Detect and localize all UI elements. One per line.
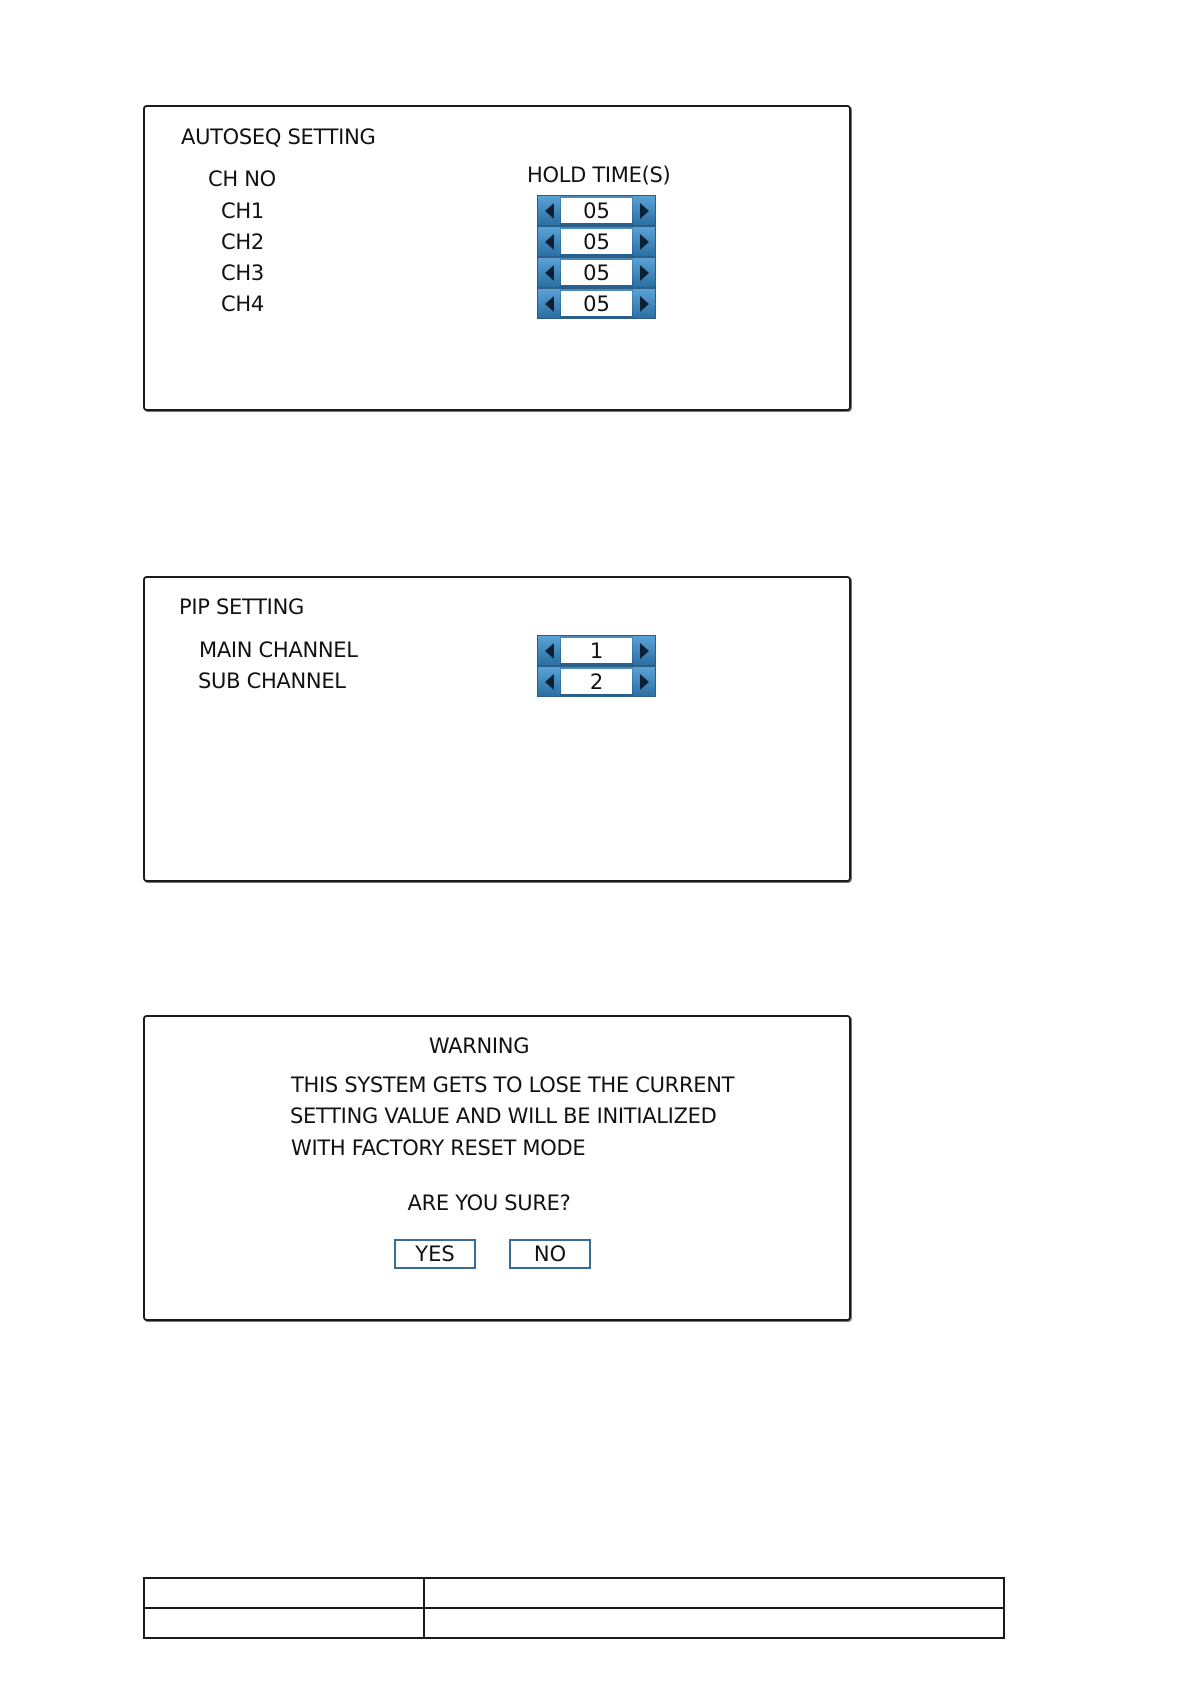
decrement-button[interactable] bbox=[538, 289, 560, 318]
warning-title: WARNING bbox=[428, 1034, 530, 1058]
yes-button[interactable]: YES bbox=[394, 1239, 476, 1269]
hold-time-value: 05 bbox=[561, 291, 632, 316]
warning-message-line2: SETTING VALUE AND WILL BE INITIALIZED bbox=[290, 1104, 717, 1128]
table-row bbox=[144, 1578, 1004, 1608]
warning-dialog bbox=[143, 1015, 851, 1321]
arrow-left-icon bbox=[545, 296, 554, 312]
confirm-question: ARE YOU SURE? bbox=[407, 1191, 571, 1215]
main-channel-value: 1 bbox=[561, 638, 632, 663]
warning-message-line1: THIS SYSTEM GETS TO LOSE THE CURRENT bbox=[291, 1073, 735, 1097]
pip-setting-panel bbox=[143, 576, 851, 882]
decrement-button[interactable] bbox=[538, 667, 560, 696]
arrow-right-icon bbox=[640, 203, 649, 219]
increment-button[interactable] bbox=[633, 667, 655, 696]
arrow-right-icon bbox=[640, 674, 649, 690]
increment-button[interactable] bbox=[633, 636, 655, 665]
table-row bbox=[144, 1608, 1004, 1638]
arrow-right-icon bbox=[640, 234, 649, 250]
table-cell bbox=[424, 1578, 1004, 1608]
arrow-left-icon bbox=[545, 203, 554, 219]
confirm-question-row bbox=[145, 1190, 849, 1216]
channel-label-ch4: CH4 bbox=[221, 292, 264, 316]
no-button[interactable]: NO bbox=[509, 1239, 591, 1269]
increment-button[interactable] bbox=[633, 289, 655, 318]
arrow-left-icon bbox=[545, 234, 554, 250]
increment-button[interactable] bbox=[633, 196, 655, 225]
decrement-button[interactable] bbox=[538, 196, 560, 225]
panel-title: PIP SETTING bbox=[179, 595, 304, 619]
hold-time-spinner-ch1 bbox=[537, 195, 656, 226]
decrement-button[interactable] bbox=[538, 227, 560, 256]
column-header-hold-time: HOLD TIME(S) bbox=[527, 163, 671, 187]
hold-time-value: 05 bbox=[561, 260, 632, 285]
sub-channel-label: SUB CHANNEL bbox=[198, 669, 346, 693]
table-cell bbox=[144, 1608, 424, 1638]
arrow-left-icon bbox=[545, 643, 554, 659]
hold-time-spinner-ch2 bbox=[537, 226, 656, 257]
sub-channel-value: 2 bbox=[561, 669, 632, 694]
main-channel-spinner bbox=[537, 635, 656, 666]
increment-button[interactable] bbox=[633, 227, 655, 256]
arrow-left-icon bbox=[545, 265, 554, 281]
increment-button[interactable] bbox=[633, 258, 655, 287]
dialog-title bbox=[145, 1033, 849, 1059]
panel-title: AUTOSEQ SETTING bbox=[181, 125, 376, 149]
arrow-right-icon bbox=[640, 265, 649, 281]
decrement-button[interactable] bbox=[538, 636, 560, 665]
channel-label-ch1: CH1 bbox=[221, 199, 264, 223]
hold-time-value: 05 bbox=[561, 229, 632, 254]
hold-time-spinner-ch3 bbox=[537, 257, 656, 288]
channel-label-ch2: CH2 bbox=[221, 230, 264, 254]
autoseq-setting-panel bbox=[143, 105, 851, 411]
arrow-right-icon bbox=[640, 296, 649, 312]
main-channel-label: MAIN CHANNEL bbox=[199, 638, 358, 662]
hold-time-spinner-ch4 bbox=[537, 288, 656, 319]
channel-label-ch3: CH3 bbox=[221, 261, 264, 285]
hold-time-value: 05 bbox=[561, 198, 632, 223]
arrow-left-icon bbox=[545, 674, 554, 690]
sub-channel-spinner bbox=[537, 666, 656, 697]
table-cell bbox=[424, 1608, 1004, 1638]
decrement-button[interactable] bbox=[538, 258, 560, 287]
table-cell bbox=[144, 1578, 424, 1608]
column-header-ch-no: CH NO bbox=[208, 167, 276, 191]
arrow-right-icon bbox=[640, 643, 649, 659]
empty-table bbox=[143, 1577, 1005, 1639]
warning-message-line3: WITH FACTORY RESET MODE bbox=[291, 1136, 586, 1160]
